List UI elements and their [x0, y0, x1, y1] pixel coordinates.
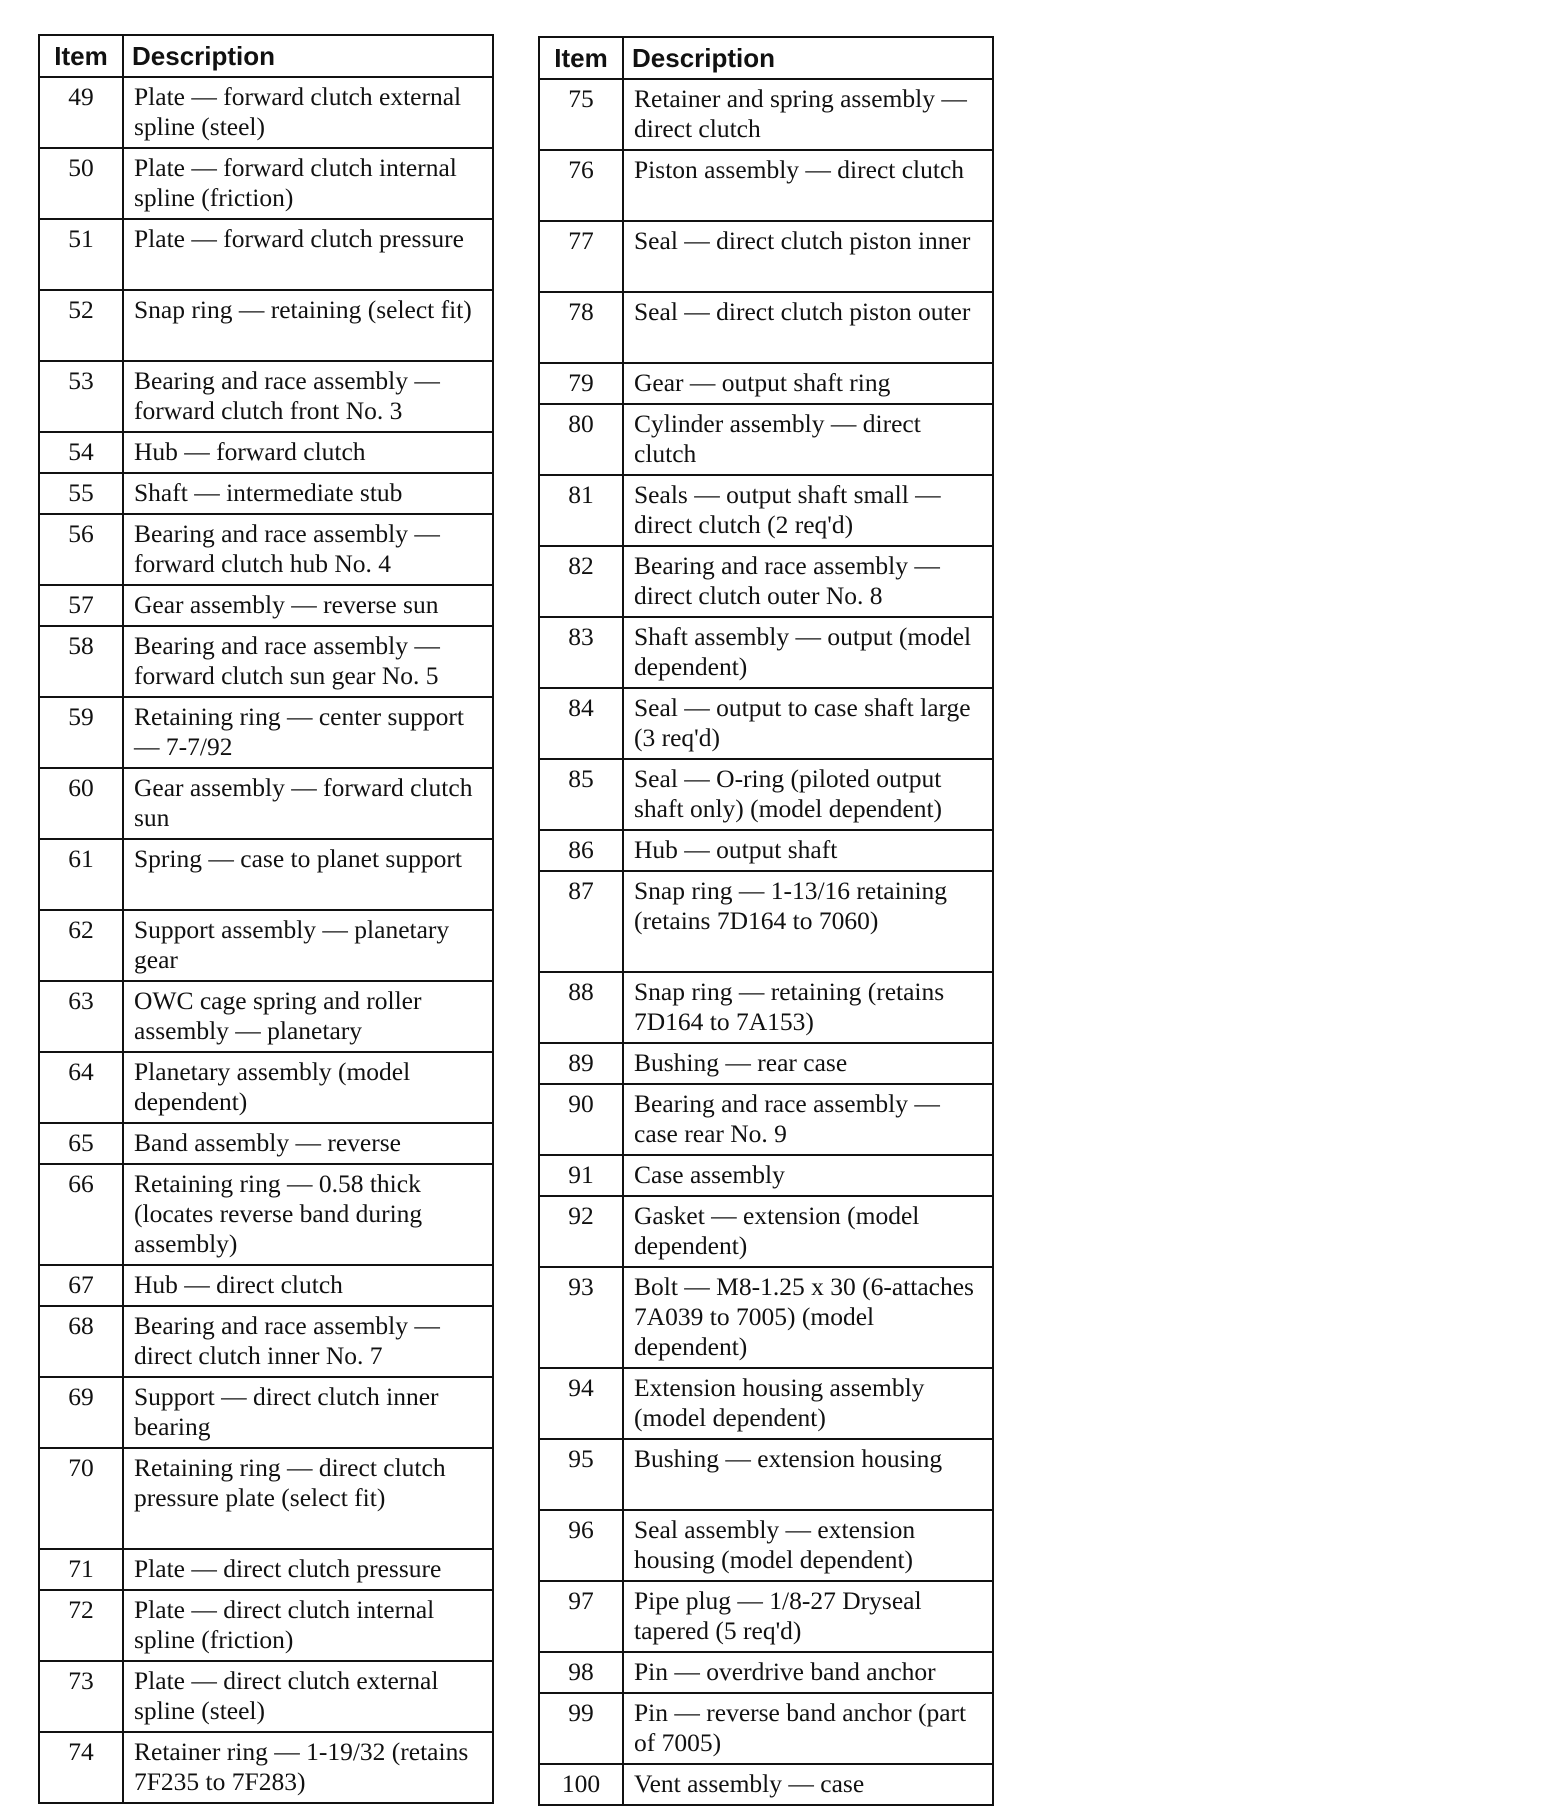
item-description: Plate — forward clutch internal spline (friction) [123, 148, 493, 219]
item-number: 99 [539, 1693, 623, 1764]
item-description: Snap ring — 1-13/16 retaining (retains 7D164 to 7060) [623, 871, 993, 972]
item-number: 70 [39, 1448, 123, 1549]
item-number: 93 [539, 1267, 623, 1368]
table-row [39, 768, 493, 839]
item-description: Plate — direct clutch internal spline (friction) [123, 1590, 493, 1661]
item-column-header: Item [539, 37, 623, 79]
item-number: 50 [39, 148, 123, 219]
item-description: Plate — forward clutch pressure [123, 219, 493, 290]
item-number: 58 [39, 626, 123, 697]
item-number: 98 [539, 1652, 623, 1693]
table-row [39, 219, 493, 290]
item-description: Snap ring — retaining (retains 7D164 to 7A153) [623, 972, 993, 1043]
table-row [539, 1267, 993, 1368]
item-description: Bearing and race assembly — forward clutch front No. 3 [123, 361, 493, 432]
item-description: Seals — output shaft small — direct clutch (2 req'd) [623, 475, 993, 546]
item-description: Extension housing assembly (model dependent) [623, 1368, 993, 1439]
item-number: 86 [539, 830, 623, 871]
table-row [39, 77, 493, 148]
table-row [539, 1510, 993, 1581]
table-row [39, 361, 493, 432]
item-number: 97 [539, 1581, 623, 1652]
item-number: 85 [539, 759, 623, 830]
item-number: 88 [539, 972, 623, 1043]
item-description: Gear assembly — forward clutch sun [123, 768, 493, 839]
table-row [39, 1265, 493, 1306]
item-number: 63 [39, 981, 123, 1052]
table-row [539, 475, 993, 546]
table-row [539, 759, 993, 830]
item-description: Support assembly — planetary gear [123, 910, 493, 981]
table-row [39, 981, 493, 1052]
item-description: Seal — direct clutch piston inner [623, 221, 993, 292]
table-row [539, 972, 993, 1043]
item-description: Support — direct clutch inner bearing [123, 1377, 493, 1448]
table-row [39, 1377, 493, 1448]
item-description: Bushing — extension housing [623, 1439, 993, 1510]
item-description: Snap ring — retaining (select fit) [123, 290, 493, 361]
item-description: Case assembly [623, 1155, 993, 1196]
table-row [539, 830, 993, 871]
item-number: 100 [539, 1764, 623, 1805]
table-row [39, 514, 493, 585]
item-number: 71 [39, 1549, 123, 1590]
table-row [39, 1123, 493, 1164]
item-number: 89 [539, 1043, 623, 1084]
item-description: Seal assembly — extension housing (model dependent) [623, 1510, 993, 1581]
table-row [539, 871, 993, 972]
table-row [539, 79, 993, 150]
item-number: 55 [39, 473, 123, 514]
table-row [39, 290, 493, 361]
parts-table-left [38, 34, 494, 1804]
table-row [39, 1590, 493, 1661]
table-row [39, 1052, 493, 1123]
item-description: Gear — output shaft ring [623, 363, 993, 404]
table-row [539, 363, 993, 404]
item-number: 79 [539, 363, 623, 404]
item-description: Bearing and race assembly — direct clutch outer No. 8 [623, 546, 993, 617]
item-number: 73 [39, 1661, 123, 1732]
description-column-header: Description [623, 37, 993, 79]
item-number: 54 [39, 432, 123, 473]
table-row [39, 1732, 493, 1803]
table-row [539, 1693, 993, 1764]
table-row [539, 1043, 993, 1084]
table-row [539, 1155, 993, 1196]
item-number: 51 [39, 219, 123, 290]
item-description: Cylinder assembly — direct clutch [623, 404, 993, 475]
item-number: 69 [39, 1377, 123, 1448]
item-description: Bearing and race assembly — forward clutch hub No. 4 [123, 514, 493, 585]
table-row [39, 585, 493, 626]
item-number: 49 [39, 77, 123, 148]
item-description: Retaining ring — 0.58 thick (locates reverse band during assembly) [123, 1164, 493, 1265]
item-description: Hub — direct clutch [123, 1265, 493, 1306]
item-description: Gear assembly — reverse sun [123, 585, 493, 626]
table-row [39, 839, 493, 910]
header-row [39, 35, 493, 77]
table-row [539, 221, 993, 292]
table-row [539, 1652, 993, 1693]
item-number: 78 [539, 292, 623, 363]
table-row [39, 1448, 493, 1549]
table-row [539, 688, 993, 759]
item-number: 68 [39, 1306, 123, 1377]
table-row [539, 1439, 993, 1510]
table-row [39, 432, 493, 473]
item-description: Shaft — intermediate stub [123, 473, 493, 514]
item-description: Shaft assembly — output (model dependent) [623, 617, 993, 688]
item-number: 94 [539, 1368, 623, 1439]
item-number: 84 [539, 688, 623, 759]
item-number: 72 [39, 1590, 123, 1661]
table-row [539, 150, 993, 221]
item-description: Planetary assembly (model dependent) [123, 1052, 493, 1123]
table-row [39, 1549, 493, 1590]
item-description: Retainer and spring assembly — direct clutch [623, 79, 993, 150]
table-row [539, 404, 993, 475]
table-row [539, 1084, 993, 1155]
item-description: Retainer ring — 1-19/32 (retains 7F235 to 7F283) [123, 1732, 493, 1803]
table-row [539, 617, 993, 688]
item-description: Hub — forward clutch [123, 432, 493, 473]
item-description: Seal — output to case shaft large (3 req'd) [623, 688, 993, 759]
item-number: 91 [539, 1155, 623, 1196]
item-number: 92 [539, 1196, 623, 1267]
item-description: Seal — direct clutch piston outer [623, 292, 993, 363]
item-description: Bearing and race assembly — direct clutch inner No. 7 [123, 1306, 493, 1377]
item-number: 76 [539, 150, 623, 221]
item-description: Seal — O-ring (piloted output shaft only) (model dependent) [623, 759, 993, 830]
item-number: 67 [39, 1265, 123, 1306]
item-description: Bearing and race assembly — case rear No. 9 [623, 1084, 993, 1155]
item-number: 82 [539, 546, 623, 617]
table-row [539, 1764, 993, 1805]
table-row [39, 1164, 493, 1265]
table-row [39, 148, 493, 219]
item-number: 90 [539, 1084, 623, 1155]
item-number: 74 [39, 1732, 123, 1803]
item-number: 52 [39, 290, 123, 361]
item-description: Pin — overdrive band anchor [623, 1652, 993, 1693]
item-number: 77 [539, 221, 623, 292]
item-number: 66 [39, 1164, 123, 1265]
item-description: Band assembly — reverse [123, 1123, 493, 1164]
item-description: OWC cage spring and roller assembly — planetary [123, 981, 493, 1052]
description-column-header: Description [123, 35, 493, 77]
parts-table-right [538, 36, 994, 1806]
table-row [39, 910, 493, 981]
item-description: Spring — case to planet support [123, 839, 493, 910]
item-number: 95 [539, 1439, 623, 1510]
item-description: Plate — direct clutch pressure [123, 1549, 493, 1590]
item-number: 56 [39, 514, 123, 585]
item-description: Pipe plug — 1/8-27 Dryseal tapered (5 req'd) [623, 1581, 993, 1652]
item-number: 65 [39, 1123, 123, 1164]
item-number: 87 [539, 871, 623, 972]
table-row [539, 1368, 993, 1439]
item-number: 57 [39, 585, 123, 626]
item-number: 75 [539, 79, 623, 150]
item-description: Bushing — rear case [623, 1043, 993, 1084]
item-number: 60 [39, 768, 123, 839]
header-row [539, 37, 993, 79]
item-number: 83 [539, 617, 623, 688]
table-row [39, 1661, 493, 1732]
table-row [39, 473, 493, 514]
table-row [539, 1196, 993, 1267]
item-number: 53 [39, 361, 123, 432]
table-row [539, 1581, 993, 1652]
item-number: 61 [39, 839, 123, 910]
item-number: 64 [39, 1052, 123, 1123]
item-description: Bolt — M8-1.25 x 30 (6-attaches 7A039 to 7005) (model dependent) [623, 1267, 993, 1368]
item-number: 96 [539, 1510, 623, 1581]
item-number: 59 [39, 697, 123, 768]
item-description: Bearing and race assembly — forward clutch sun gear No. 5 [123, 626, 493, 697]
item-description: Plate — direct clutch external spline (steel) [123, 1661, 493, 1732]
table-row [39, 697, 493, 768]
item-description: Plate — forward clutch external spline (steel) [123, 77, 493, 148]
table-row [39, 626, 493, 697]
table-row [539, 546, 993, 617]
item-description: Retaining ring — center support — 7-7/92 [123, 697, 493, 768]
item-description: Vent assembly — case [623, 1764, 993, 1805]
item-number: 62 [39, 910, 123, 981]
item-column-header: Item [39, 35, 123, 77]
item-number: 80 [539, 404, 623, 475]
item-description: Pin — reverse band anchor (part of 7005) [623, 1693, 993, 1764]
item-description: Hub — output shaft [623, 830, 993, 871]
table-row [539, 292, 993, 363]
item-description: Retaining ring — direct clutch pressure plate (select fit) [123, 1448, 493, 1549]
table-row [39, 1306, 493, 1377]
item-description: Piston assembly — direct clutch [623, 150, 993, 221]
item-description: Gasket — extension (model dependent) [623, 1196, 993, 1267]
item-number: 81 [539, 475, 623, 546]
